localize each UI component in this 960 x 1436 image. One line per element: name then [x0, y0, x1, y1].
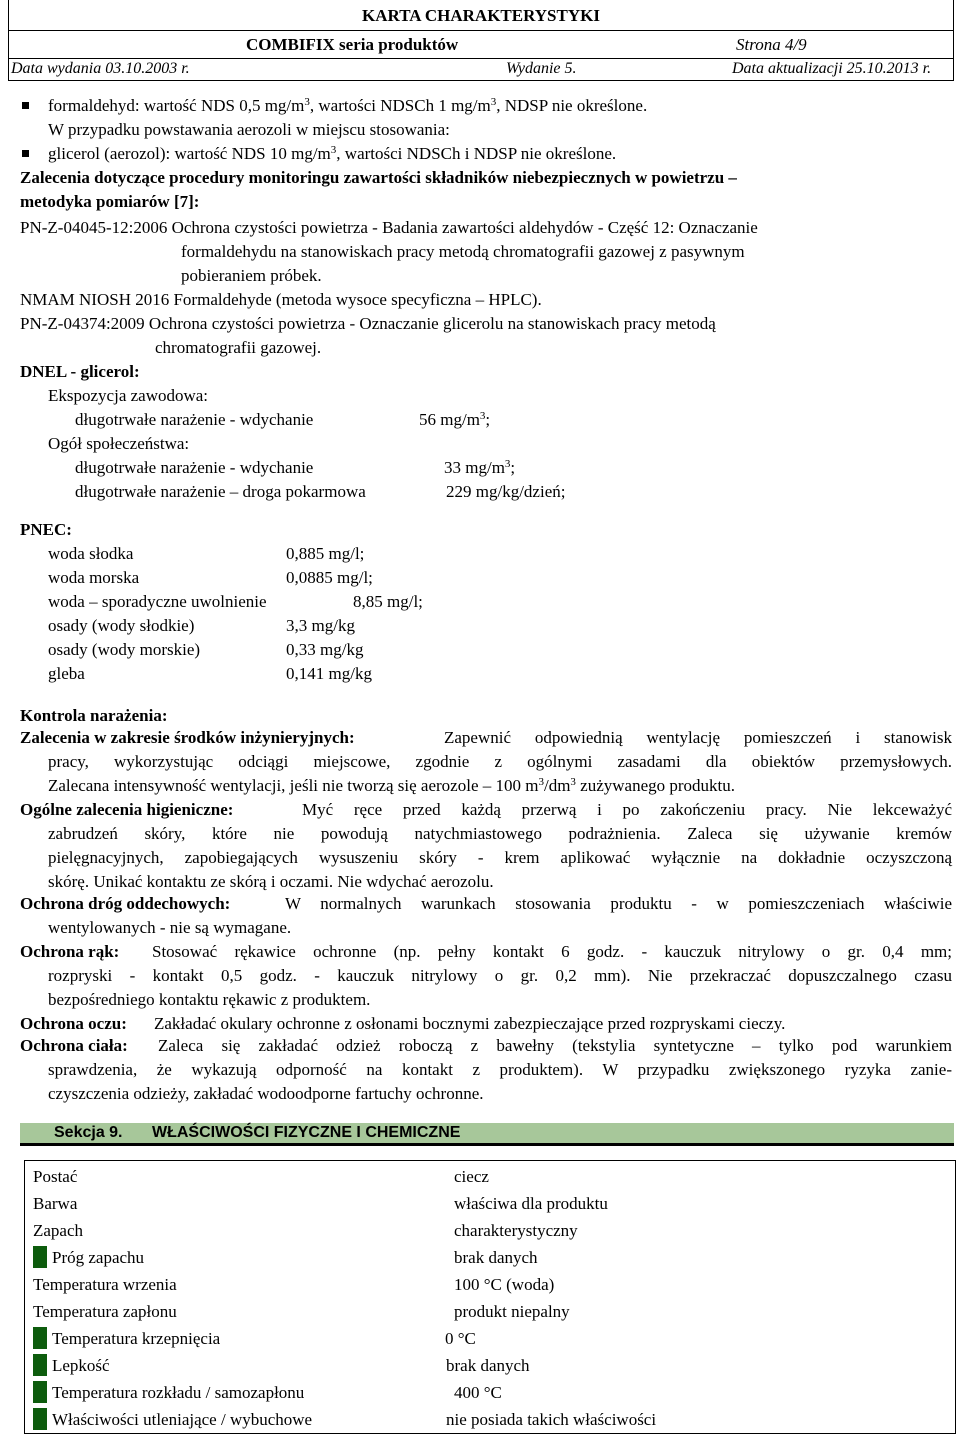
- standard-pn-z-04374-cont: chromatografii gazowej.: [155, 338, 322, 357]
- revision-marker: [33, 1327, 47, 1349]
- bullet-icon: [22, 102, 29, 109]
- property-label: Postać: [33, 1167, 78, 1186]
- standard-pn-z-04374: PN-Z-04374:2009 Ochrona czystości powietrza - Oznaczanie glicerolu na stanowiskach pracy metodą: [20, 314, 716, 333]
- header-title-row: [9, 0, 953, 31]
- physical-properties-table: [24, 1160, 956, 1434]
- pnec-label: woda słodka: [48, 544, 134, 563]
- engineering-text: Zalecana intensywność wentylacji, jeśli nie tworzą się aerozole – 100 $m^3/dm^3$ zużywanego produktu.: [48, 776, 736, 795]
- body-label: Ochrona ciała:: [20, 1036, 128, 1055]
- document-title: KARTA CHARAKTERYSTYKI: [362, 6, 600, 25]
- pnec-heading: PNEC:: [20, 520, 72, 539]
- property-label: Temperatura wrzenia: [33, 1275, 177, 1294]
- issue-date: Data wydania 03.10.2003 r.: [11, 60, 190, 77]
- table-row: [25, 1271, 955, 1297]
- standard-pn-z-04045-cont: pobieraniem próbek.: [181, 266, 322, 285]
- header-dates-row: [9, 59, 953, 79]
- dnel-occupational-label: Ekspozycja zawodowa:: [48, 386, 209, 405]
- standard-pn-z-04045: PN-Z-04045-12:2006 Ochrona czystości powietrza - Badania zawartości aldehydów - Część 12: Oznaczanie: [20, 218, 758, 237]
- table-row: [25, 1190, 955, 1216]
- standard-pn-z-04045-cont: formaldehydu na stanowiskach pracy metodą chromatografii gazowej z pasywnym: [181, 242, 745, 261]
- respiratory-text: wentylowanych - nie są wymagane.: [48, 918, 292, 937]
- eye-label: Ochrona oczu:: [20, 1014, 127, 1033]
- hand-text: rozpryski - kontakt 0,5 godz. - kauczuk nitrylowy o gr. 0,2 mm). Nie przekraczać dopuszczalnego czasu: [48, 966, 952, 985]
- body-text: sprawdzenia, że wykazują odporność na kontakt z produktem). W przypadku zwiększonego ryzyka zanie-: [48, 1060, 952, 1079]
- update-date: Data aktualizacji 25.10.2013 r.: [732, 60, 932, 77]
- dnel-pub-route-2: długotrwałe narażenie – droga pokarmowa: [75, 482, 366, 501]
- property-value: brak danych: [446, 1356, 530, 1375]
- eye-text: Zakładać okulary ochronne z osłonami bocznymi zabezpieczające przed rozpryskami cieczy.: [154, 1014, 786, 1033]
- hygiene-label: Ogólne zalecenia higieniczne:: [20, 800, 234, 819]
- dnel-heading: DNEL - glicerol:: [20, 362, 140, 381]
- revision-marker: [33, 1246, 47, 1268]
- page-number: Strona 4/9: [736, 35, 807, 54]
- engineering-label: Zalecenia w zakresie środków inżynieryjnych:: [20, 728, 355, 747]
- product-name: COMBIFIX seria produktów: [246, 35, 459, 54]
- hygiene-text: skórę. Unikać kontaktu ze skórą i oczami. Nie wdychać aerozolu.: [48, 872, 494, 891]
- property-value: 0 °C: [445, 1329, 476, 1348]
- table-row: [25, 1406, 955, 1432]
- pnec-label: osady (wody morskie): [48, 640, 201, 659]
- table-row: [25, 1352, 955, 1378]
- edition: Wydanie 5.: [506, 60, 577, 77]
- property-label: Zapach: [33, 1221, 84, 1240]
- section-number: Sekcja 9.: [54, 1124, 123, 1141]
- section-9-header: [20, 1123, 954, 1146]
- pnec-value: 0,33 mg/kg: [286, 640, 364, 659]
- dnel-pub-value-1: 33 $mg/m^3$;: [444, 458, 516, 477]
- property-label: Temperatura krzepnięcia: [52, 1329, 221, 1348]
- table-row: [25, 1298, 955, 1324]
- formaldehyde-limits: formaldehyd: wartość NDS 0,5 $mg/m^3$, wartości NDSCh 1 $mg/m^3$, NDSP nie określone.: [48, 96, 648, 115]
- hygiene-text: Myć ręce przed każdą przerwą i po zakończeniu pracy. Nie lekceważyć: [302, 800, 952, 819]
- table-row: [25, 1163, 955, 1189]
- property-value: produkt niepalny: [454, 1302, 570, 1321]
- property-label: Barwa: [33, 1194, 78, 1213]
- hand-label: Ochrona rąk:: [20, 942, 120, 961]
- property-value: brak danych: [454, 1248, 538, 1267]
- pnec-value: 0,0885 mg/l;: [286, 568, 373, 587]
- dnel-pub-route-1: długotrwałe narażenie - wdychanie: [75, 458, 314, 477]
- property-value: 400 °C: [454, 1383, 502, 1402]
- property-value: charakterystyczny: [454, 1221, 578, 1240]
- property-value: właściwa dla produktu: [454, 1194, 608, 1213]
- engineering-text: pracy, wykorzystując odciągi miejscowe, zgodnie z ogólnymi zasadami dla obiektów przemysłowych.: [48, 752, 952, 771]
- body-text: Zaleca się zakładać odzież roboczą z bawełny (tekstylia syntetyczne – tylko pod warunkiem: [158, 1036, 952, 1055]
- bullet-icon: [22, 150, 29, 157]
- pnec-label: woda – sporadyczne uwolnienie: [48, 592, 267, 611]
- dnel-pub-value-2: 229 mg/kg/dzień;: [446, 482, 566, 501]
- exposure-control-heading: Kontrola narażenia:: [20, 706, 168, 725]
- pnec-value: 8,85 mg/l;: [353, 592, 423, 611]
- hygiene-text: pielęgnacyjnych, zapobiegających wysuszeniu skóry - krem aplikować wyłącznie na dokładnie oczyszczoną: [48, 848, 952, 867]
- aerosol-note: W przypadku powstawania aerozoli w miejscu stosowania:: [48, 120, 450, 139]
- pnec-label: woda morska: [48, 568, 140, 587]
- pnec-label: osady (wody słodkie): [48, 616, 195, 635]
- table-row: [25, 1379, 955, 1405]
- hand-text: Stosować rękawice ochronne (np. pełny kontakt 6 godz. - kauczuk nitrylowy o gr. 0,4 mm;: [152, 942, 952, 961]
- dnel-public-label: Ogół społeczeństwa:: [48, 434, 190, 453]
- monitoring-heading: Zalecenia dotyczące procedury monitoringu zawartości składników niebezpiecznych w powietrzu –: [20, 168, 737, 187]
- hand-text: bezpośredniego kontaktu rękawic z produktem.: [48, 990, 371, 1009]
- revision-marker: [33, 1408, 47, 1430]
- table-row: [25, 1217, 955, 1243]
- revision-marker: [33, 1354, 47, 1376]
- pnec-value: 3,3 mg/kg: [286, 616, 355, 635]
- property-value: 100 °C (woda): [454, 1275, 555, 1294]
- table-row: [25, 1325, 955, 1351]
- hygiene-text: zabrudzeń skóry, które nie powodują natychmiastowego podrażnienia. Zaleca się używanie kremów: [48, 824, 952, 843]
- respiratory-label: Ochrona dróg oddechowych:: [20, 894, 231, 913]
- property-value: nie posiada takich właściwości: [446, 1410, 657, 1429]
- document-header: [8, 0, 954, 81]
- property-label: Temperatura zapłonu: [33, 1302, 177, 1321]
- section-title: WŁAŚCIWOŚCI FIZYCZNE I CHEMICZNE: [152, 1124, 461, 1141]
- property-label: Próg zapachu: [52, 1248, 145, 1267]
- dnel-occ-value: 56 $mg/m^3$;: [419, 410, 491, 429]
- property-value: ciecz: [454, 1167, 489, 1186]
- standard-niosh-2016: NMAM NIOSH 2016 Formaldehyde (metoda wysoce specyficzna – HPLC).: [20, 290, 542, 309]
- respiratory-text: W normalnych warunkach stosowania produktu - w pomieszczeniach właściwie: [285, 894, 952, 913]
- header-product-row: [9, 31, 953, 59]
- engineering-text: Zapewnić odpowiednią wentylację pomieszczeń i stanowisk: [444, 728, 952, 747]
- property-label: Lepkość: [52, 1356, 110, 1375]
- dnel-occ-route: długotrwałe narażenie - wdychanie: [75, 410, 314, 429]
- body-text: czyszczenia odzieży, zakładać wodoodporne fartuchy ochronne.: [48, 1084, 484, 1103]
- glycerol-limits: glicerol (aerozol): wartość NDS 10 $mg/m^3$, wartości NDSCh i NDSP nie określone.: [48, 144, 617, 163]
- property-label: Temperatura rozkładu / samozapłonu: [52, 1383, 305, 1402]
- pnec-value: 0,885 mg/l;: [286, 544, 365, 563]
- property-label: Właściwości utleniające / wybuchowe: [52, 1410, 313, 1429]
- revision-marker: [33, 1381, 47, 1403]
- pnec-label: gleba: [48, 664, 85, 683]
- pnec-value: 0,141 mg/kg: [286, 664, 372, 683]
- monitoring-heading-cont: metodyka pomiarów [7]:: [20, 192, 200, 211]
- table-row: [25, 1244, 955, 1270]
